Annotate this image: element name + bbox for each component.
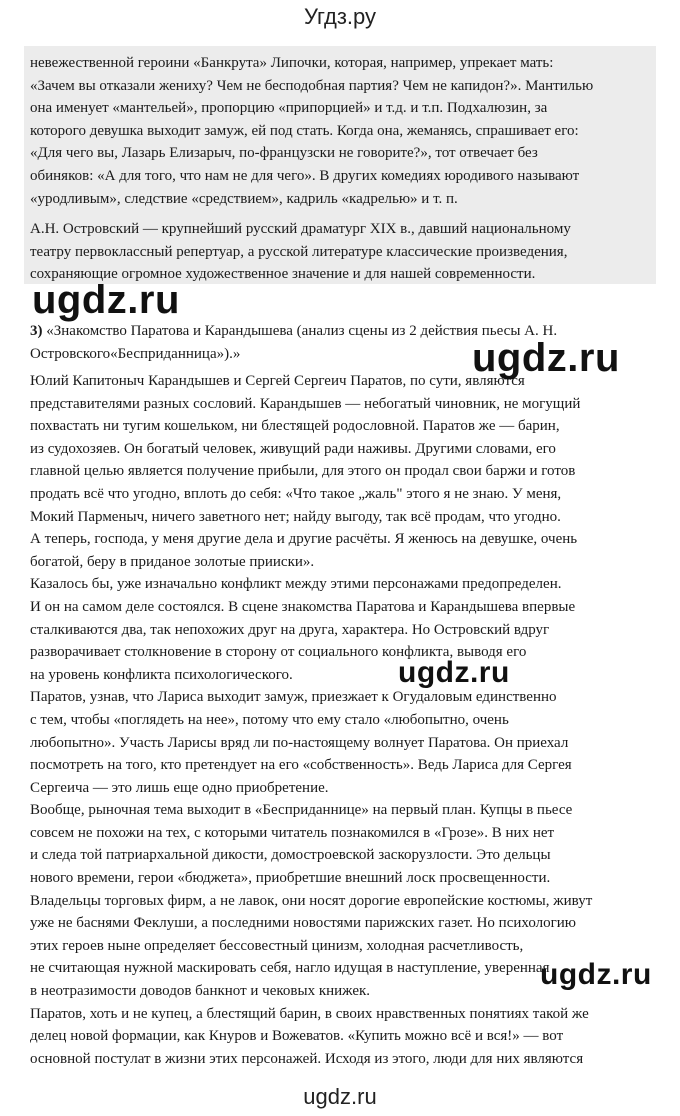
text-line: Мокий Парменыч, ничего заветного нет; найду выгоду, так всё продам, что угодно. (30, 508, 561, 525)
text-line: И он на самом деле состоялся. В сцене знакомства Паратова и Карандышева впервые (30, 598, 576, 615)
text-line: и следа той патриархальной дикости, домостроевской заскорузлости. Это дельцы (30, 847, 551, 864)
text-line: сохраняющие огромное художественное значение и для нашей современности. (30, 266, 536, 283)
task-heading-line: 3) «Знакомство Паратова и Карандышева (анализ сцены из 2 действия пьесы А. Н. (30, 323, 558, 339)
paragraph-lipochka (30, 52, 660, 210)
text-line: Вообще, рыночная тема выходит в «Бесприданнице» на первый план. Купцы в пьесе (30, 802, 573, 819)
text-line: совсем не похожи на тех, с которыми читатель познакомился в «Грозе». В них нет (30, 824, 555, 841)
text-line: А.Н. Островский — крупнейший русский драматург XIX в., давший национальному (30, 221, 571, 237)
watermark: ugdz.ru (540, 958, 652, 991)
text-line: этих героев ныне определяет бессовестный цинизм, холодная расчетливость, (30, 937, 524, 954)
text-line: обиняков: «А для того, что нам не для чего». В других комедиях юродивого называют (30, 167, 580, 184)
text-line: Сергеича — это лишь еще одно приобретение. (30, 779, 329, 796)
site-footer: ugdz.ru (303, 1084, 377, 1109)
text-line: на уровень конфликта психологического. (30, 666, 293, 683)
text-line: посмотреть на того, кто претендует на его «собственность». Ведь Лариса для Сергея (30, 757, 572, 774)
text-line: Юлий Капитоныч Карандышев и Сергей Сергеич Паратов, по сути, являются (30, 373, 525, 389)
watermark: ugdz.ru (472, 336, 620, 380)
text-line: уже не баснями Феклуши, а последними новостями парижских газет. Но психологию (30, 915, 576, 932)
task-heading-line: Островского«Бесприданница»).» (30, 345, 241, 362)
text-line: театру первоклассный репертуар, а русской литературе классические произведения, (30, 243, 568, 260)
text-line: А теперь, господа, у меня другие дела и другие расчёты. Я женюсь на девушке, очень (30, 531, 578, 548)
text-line: любопытно». Участь Ларисы вряд ли по-настоящему волнует Паратова. Он приехал (30, 734, 569, 751)
task-number: 3) (30, 323, 43, 339)
text-line: разворачивает столкновение в сторону от социального конфликта, выводя его (30, 644, 527, 661)
text-line: с тем, чтобы «поглядеть на нее», потому что ему стало «любопытно, очень (30, 711, 509, 728)
text-line: «уродливым», следствие «средствием», кадриль «кадрелью» и т. п. (30, 190, 458, 207)
text-line: Паратов, хоть и не купец, а блестящий барин, в своих нравственных понятиях такой же (30, 1005, 589, 1022)
paragraph-ostrovsky-summary (30, 218, 660, 286)
text-line: «Для чего вы, Лазарь Елизарыч, по-французски не говорите?», тот отвечает без (30, 145, 538, 162)
watermark: ugdz.ru (398, 656, 510, 689)
text-line: похвастать ни тугим кошельком, ни блестящей родословной. Паратов же — барин, (30, 418, 560, 435)
text-line: которого девушка выходит замуж, ей под стать. Когда она, жеманясь, спрашивает его: (30, 122, 579, 139)
text-line: представителями разных сословий. Карандышев — небогатый чиновник, не могущий (30, 395, 581, 412)
site-title: Угдз.ру (303, 4, 377, 29)
text-line: богатой, беру в приданое золотые прииски». (30, 553, 315, 570)
text-line: главной целью является получение прибыли, для этого он продал свои баржи и готов (30, 463, 576, 480)
text-line: делец новой формации, как Кнуров и Вожеватов. «Купить можно всё и вся!» — вот (30, 1028, 564, 1045)
text-line: невежественной героини «Банкрута» Липочки, которая, например, упрекает мать: (30, 55, 554, 71)
text-line: из судохозяев. Он богатый человек, живущий ради наживы. Другими словами, его (30, 440, 556, 457)
text-line: основной постулат в жизни этих персонажей. Исходя из этого, люди для них являются (30, 1050, 584, 1067)
text-line: она именует «мантельей», пропорцию «припорцией» и т.д. и т.п. Подхалюзин, за (30, 100, 548, 117)
text-line: не считающая нужной маскировать себя, нагло идущая в наступление, уверенная (30, 960, 550, 977)
text-line: сталкиваются два, так непохожих друг на друга, характера. Но Островский вдруг (30, 621, 550, 638)
text-line: Паратов, узнав, что Лариса выходит замуж, приезжает к Огудаловым единственно (30, 689, 557, 706)
text-line: в неотразимости доводов банкнот и чековых книжек. (30, 983, 371, 1000)
text-line: нового времени, герои «бюджета», приобретшие внешний лоск просвещенности. (30, 870, 551, 887)
text-line: Казалось бы, уже изначально конфликт между этими персонажами предопределен. (30, 576, 562, 593)
text-line: продать всё что угодно, вплоть до себя: «Что такое „жаль" этого я не знаю. У меня, (30, 485, 562, 502)
text-line: Владельцы торговых фирм, а не лавок, они носят дорогие европейские костюмы, живут (30, 892, 593, 909)
watermark: ugdz.ru (32, 278, 180, 322)
text-line: «Зачем вы отказали жениху? Чем не беcподобная партия? Чем не капидон?». Мантилью (30, 77, 594, 94)
